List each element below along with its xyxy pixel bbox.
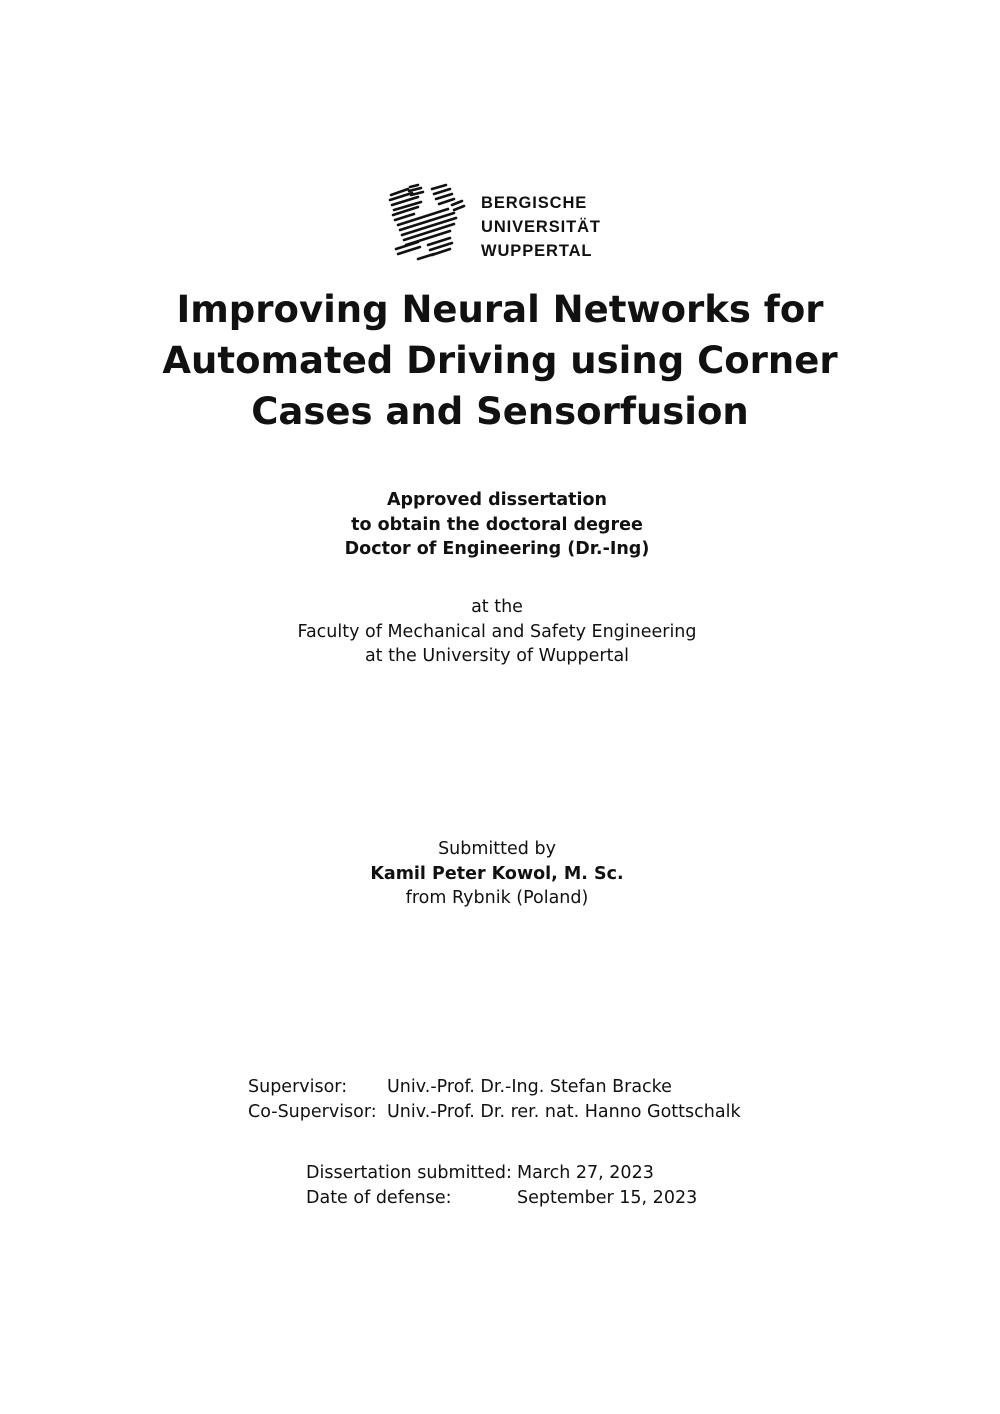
dissertation-title [100, 284, 900, 437]
degree-line-1: Approved dissertation [386, 490, 608, 510]
title-line-2: Automated Driving using Corner [162, 339, 838, 382]
submission-date-label: Dissertation submitted: [306, 1163, 512, 1183]
author-block [100, 837, 894, 911]
university-name-line-3: WUPPERTAL [481, 242, 593, 260]
faculty-line-1: at the [471, 597, 523, 617]
degree-line-2: to obtain the doctoral degree [351, 514, 643, 535]
author-origin: from Rybnik (Poland) [405, 888, 589, 908]
lion-emblem-icon [388, 183, 466, 263]
university-name-line-1: BERGISCHE [481, 194, 588, 212]
title-line-1: Improving Neural Networks for [176, 288, 824, 331]
university-name-line-2: UNIVERSITÄT [481, 218, 601, 236]
faculty-line-3: at the University of Wuppertal [364, 646, 630, 666]
university-wordmark [481, 191, 601, 263]
degree-statement [100, 488, 894, 562]
submitted-by-label: Submitted by [438, 839, 556, 859]
faculty-statement [100, 595, 894, 669]
defense-date-value: September 15, 2023 [517, 1187, 698, 1208]
defense-date-label: Date of defense: [306, 1187, 452, 1208]
co-supervisor-label: Co-Supervisor: [248, 1101, 377, 1122]
submission-date-value: March 27, 2023 [517, 1163, 654, 1183]
degree-line-3: Doctor of Engineering (Dr.-Ing) [344, 539, 650, 559]
author-name: Kamil Peter Kowol, M. Sc. [370, 863, 624, 884]
co-supervisor-name: Univ.-Prof. Dr. rer. nat. Hanno Gottschalk [387, 1101, 741, 1122]
title-line-3: Cases and Sensorfusion [251, 390, 749, 433]
supervisor-name: Univ.-Prof. Dr.-Ing. Stefan Bracke [387, 1077, 672, 1097]
university-logo [388, 183, 628, 265]
supervisor-label: Supervisor: [248, 1077, 348, 1097]
faculty-line-2: Faculty of Mechanical and Safety Engineering [297, 621, 697, 642]
